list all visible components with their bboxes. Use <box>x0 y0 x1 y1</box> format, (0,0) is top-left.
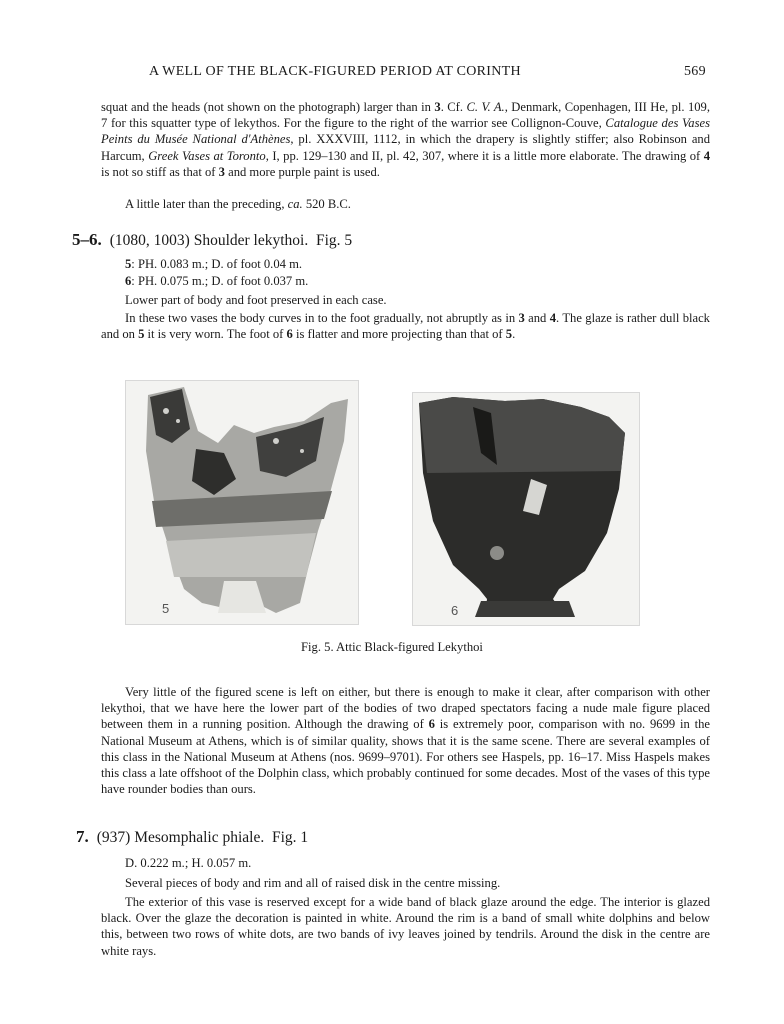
photo-lekythos-6 <box>412 392 640 626</box>
discussion-paragraph: Very little of the figured scene is left on either, but there is enough to make it clear, after comparison with other lekythoi, that we have here the lower part of the bodies of two draped spectators facing a nude male figure placed between them in a running position. Although the drawing of 6 is extremely poor, comparison with no. 9699 in the National Museum at Athens, which is of similar quality, shows that it is the same scene. There are several examples of this class in the National Museum at Athens (nos. 9699–9701). For others see Haspels, pp. 16–17. Miss Haspels makes this class a late offshoot of the Dolphin class, which probably continued for some decades. Most of the vases of this type have rounder bodies than ours. <box>101 685 710 797</box>
figure-label-6: 6 <box>451 603 459 618</box>
figure-caption: Fig. 5. Attic Black-figured Lekythoi <box>301 640 483 654</box>
section-heading-7: 7. (937) Mesomphalic phiale. Fig. 1 <box>76 827 309 846</box>
section-5-6-paragraph: In these two vases the body curves in to the foot gradually, not abruptly as in 3 and 4. The glaze is rather dull black and on 5 it is very worn. The foot of 6 is flatter and more projecting than that of 5. <box>101 311 710 342</box>
lekythos-6-image <box>413 393 639 625</box>
running-header-title: A WELL OF THE BLACK-FIGURED PERIOD AT CORINTH <box>149 64 521 79</box>
figure-label-5: 5 <box>162 601 170 616</box>
measurement-6: 6: PH. 0.075 m.; D. of foot 0.037 m. <box>125 274 309 288</box>
preservation-note: Lower part of body and foot preserved in each case. <box>125 293 387 307</box>
measurement-7: D. 0.222 m.; H. 0.057 m. <box>125 856 252 870</box>
page-number: 569 <box>684 64 706 79</box>
intro-paragraph: squat and the heads (not shown on the photograph) larger than in 3. Cf. C. V. A., Denmark, Copenhagen, III He, pl. 109, 7 for this squatter type of lekythos. For the figure to the right of the warrior see Collignon-Couve, Catalogue des Vases Peints du Musée National d'Athènes, pl. XXXVIII, 1112, in which the drapery is slightly stiffer; also Robinson and Harcum, Greek Vases at Toronto, I, pp. 129–130 and II, pl. 42, 307, where it is a little more elaborate. The drawing of 4 is not so stiff as that of 3 and more purple paint is used. <box>101 100 711 179</box>
photo-lekythos-5 <box>125 380 359 625</box>
section-heading-5-6: 5–6. (1080, 1003) Shoulder lekythoi. Fig. 5 <box>72 230 353 249</box>
section-7-paragraph: The exterior of this vase is reserved except for a wide band of black glaze around the edge. The interior is glazed black. Over the glaze the decoration is painted in white. Around the rim is a band of small white dolphins and below this, between two rows of white dots, are two bands of ivy leaves joined by tendrils. Around the disk in the centre are white rays. <box>101 895 710 958</box>
intro-dating: A little later than the preceding, ca. 520 B.C. <box>125 197 351 211</box>
measurement-5: 5: PH. 0.083 m.; D. of foot 0.04 m. <box>125 257 303 271</box>
preservation-note-7: Several pieces of body and rim and all of raised disk in the centre missing. <box>125 876 501 890</box>
lekythos-5-image <box>126 381 358 624</box>
